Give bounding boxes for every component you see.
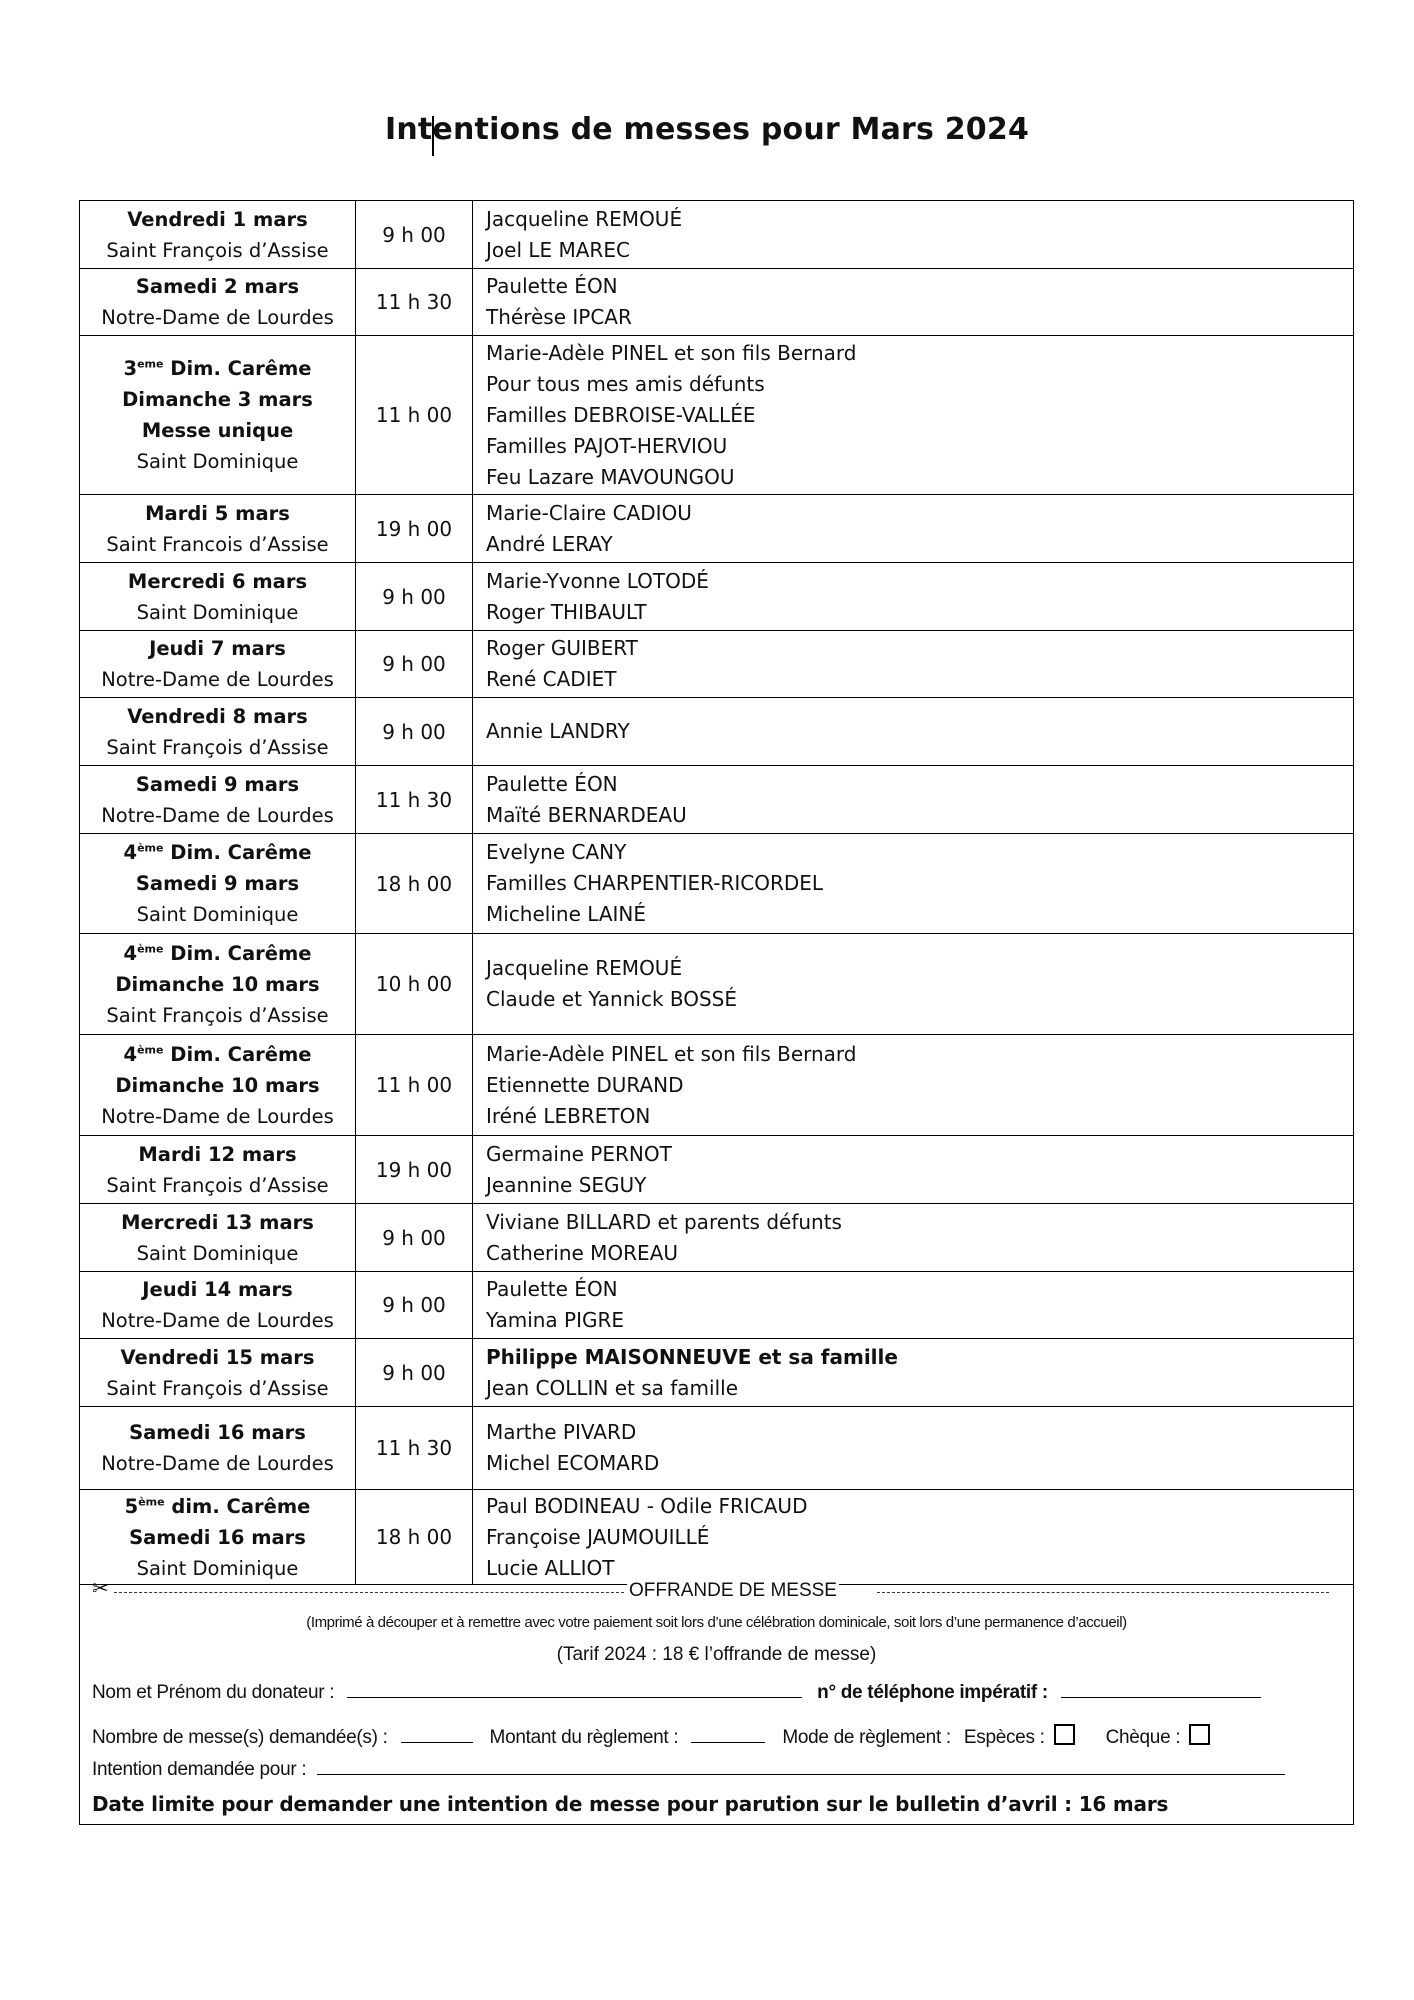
intention-name: Familles PAJOT-HERVIOU: [486, 433, 728, 458]
mass-date: Mardi 5 mars: [145, 501, 290, 525]
mass-intentions: [473, 934, 1354, 1035]
mass-row: [80, 631, 1354, 698]
mass-intentions: [473, 1204, 1354, 1272]
intention-name: Joel LE MAREC: [486, 237, 630, 262]
offering-instructions: (Imprimé à découper et à remettre avec votre paiement soit lors d’une célébration dominicale, soit lors d’une permanence d’accueil): [306, 1614, 1127, 1631]
mass-date: [80, 837, 355, 868]
mass-intentions: [473, 1339, 1354, 1407]
mass-row: [80, 336, 1354, 495]
mass-intentions: [473, 1272, 1354, 1339]
mass-row: [80, 698, 1354, 766]
intention-name: Iréné LEBRETON: [486, 1103, 651, 1128]
mass-date: Dimanche 3 mars: [122, 388, 313, 411]
mass-date-place: [80, 1339, 356, 1407]
mass-row: [80, 834, 1354, 934]
mass-date: Mercredi 6 mars: [127, 569, 308, 593]
scissors-icon: ✂: [92, 1578, 109, 1600]
mass-row: [80, 934, 1354, 1035]
liturgical-label: Dim. Carême: [163, 1042, 312, 1066]
mass-row: [80, 1407, 1354, 1490]
mass-church: Saint Dominique: [136, 903, 299, 926]
mass-time: 9 h 00: [356, 1272, 473, 1339]
ordinal-suffix: ème: [138, 1495, 165, 1508]
intention-name: Claude et Yannick BOSSÉ: [486, 987, 738, 1011]
mass-date: Vendredi 1 mars: [127, 207, 308, 231]
donor-label: Nom et Prénom du donateur :: [92, 1682, 335, 1703]
intention-name: Pour tous mes amis défunts: [486, 371, 765, 396]
mass-row: [80, 1272, 1354, 1339]
mass-row: [80, 563, 1354, 631]
intention-name: Roger GUIBERT: [486, 636, 638, 660]
mass-time: 9 h 00: [356, 1339, 473, 1407]
mass-date: Samedi 9 mars: [135, 772, 300, 796]
intention-name: Maïté BERNARDEAU: [486, 802, 687, 827]
mass-date: Vendredi 8 mars: [127, 704, 308, 728]
intention-name: Thérèse IPCAR: [486, 305, 632, 329]
mass-date-place: [80, 1204, 356, 1272]
mass-date: Vendredi 15 mars: [120, 1345, 315, 1369]
phone-field[interactable]: [1061, 1681, 1261, 1698]
mass-time: 11 h 30: [356, 766, 473, 834]
intention-name: Viviane BILLARD et parents défunts: [486, 1209, 842, 1234]
mass-row: [80, 766, 1354, 834]
mass-date: [80, 1491, 355, 1522]
cut-line: [92, 1580, 1332, 1604]
ordinal-suffix: ème: [137, 942, 164, 955]
mass-time: 11 h 00: [356, 336, 473, 495]
intention-name: Jacqueline REMOUÉ: [486, 956, 683, 980]
mass-intentions: [473, 495, 1354, 563]
mass-time: 19 h 00: [356, 495, 473, 563]
intention-name: Roger THIBAULT: [486, 599, 647, 624]
mass-time: 19 h 00: [356, 1136, 473, 1204]
intention-name: Paulette ÉON: [486, 274, 618, 298]
intention-name: Evelyne CANY: [486, 840, 627, 864]
intention-name: Micheline LAINÉ: [486, 902, 647, 926]
donor-field[interactable]: [347, 1681, 802, 1698]
mass-row: [80, 495, 1354, 563]
mass-time: 9 h 00: [356, 563, 473, 631]
mass-time: 11 h 30: [356, 269, 473, 336]
ordinal-suffix: eme: [137, 357, 164, 371]
mass-date-place: [80, 766, 356, 834]
deadline-notice: Date limite pour demander une intention de messe pour parution sur le bulletin d’avril : 16 mars: [92, 1792, 1169, 1816]
intention-name: Marie-Adèle PINEL et son fils Bernard: [486, 340, 857, 365]
mass-church: Notre-Dame de Lourdes: [101, 1104, 334, 1128]
donor-row: [92, 1681, 1261, 1704]
mass-church: Notre-Dame de Lourdes: [101, 1309, 334, 1332]
mass-intentions: [473, 631, 1354, 698]
mass-row: [80, 1136, 1354, 1204]
mass-time: 10 h 00: [356, 934, 473, 1035]
intention-name: Germaine PERNOT: [486, 1141, 672, 1166]
intention-name: Marie-Adèle PINEL et son fils Bernard: [486, 1041, 857, 1066]
liturgical-label: Dim. Carême: [163, 841, 312, 864]
mass-time: 9 h 00: [356, 631, 473, 698]
mass-date-place: [80, 201, 356, 269]
mass-intentions: [473, 336, 1354, 495]
intention-name: Annie LANDRY: [486, 719, 630, 743]
intention-name: Françoise JAUMOUILLÉ: [486, 1524, 710, 1549]
intention-name: Marie-Claire CADIOU: [486, 500, 692, 525]
liturgical-label: dim. Carême: [164, 1494, 311, 1518]
intention-name: Philippe MAISONNEUVE et sa famille: [486, 1344, 898, 1369]
mass-row: [80, 269, 1354, 336]
mass-date: Mercredi 13 mars: [121, 1210, 314, 1234]
sunday-number: 4: [123, 1042, 138, 1066]
cash-label: Espèces :: [963, 1727, 1045, 1748]
mass-date-place: [80, 1490, 356, 1585]
intention-name: Michel ECOMARD: [486, 1451, 660, 1475]
intention-name: Paulette ÉON: [486, 771, 618, 796]
mass-date-place: [80, 1136, 356, 1204]
mass-church: Notre-Dame de Lourdes: [101, 1452, 334, 1475]
intention-name: Etiennette DURAND: [486, 1072, 684, 1097]
check-label: Chèque :: [1105, 1727, 1181, 1748]
mass-time: 9 h 00: [356, 698, 473, 766]
mass-time: 9 h 00: [356, 1204, 473, 1272]
mass-intentions: [473, 269, 1354, 336]
mass-row: [80, 1490, 1354, 1585]
mass-date-place: [80, 698, 356, 766]
check-checkbox[interactable]: [1189, 1724, 1210, 1745]
intention-name: Paulette ÉON: [486, 1277, 618, 1301]
mass-church: Saint Dominique: [136, 1241, 299, 1265]
mass-time: 9 h 00: [356, 201, 473, 269]
amount-label: Montant du règlement :: [489, 1727, 679, 1748]
mode-label: Mode de règlement :: [782, 1727, 951, 1748]
intention-name: Paul BODINEAU - Odile FRICAUD: [486, 1493, 808, 1518]
mass-church: Notre-Dame de Lourdes: [101, 306, 334, 329]
amount-field[interactable]: [691, 1726, 765, 1743]
mass-intentions: [473, 1407, 1354, 1490]
mass-intentions: [473, 1035, 1354, 1136]
offering-coupon: [79, 1578, 1354, 1825]
intention-row: [92, 1758, 1285, 1781]
liturgical-label: Dim. Carême: [163, 941, 312, 965]
mass-date: Samedi 16 mars: [129, 1525, 306, 1549]
intention-name: Feu Lazare MAVOUNGOU: [486, 464, 735, 489]
mass-church: Saint François d’Assise: [106, 735, 329, 759]
mass-date: Dimanche 10 mars: [115, 972, 320, 996]
payment-row: [92, 1724, 1210, 1749]
mass-row: [80, 1204, 1354, 1272]
mass-date: Mardi 12 mars: [138, 1142, 297, 1166]
count-label: Nombre de messe(s) demandée(s) :: [92, 1727, 388, 1748]
mass-church: Saint Dominique: [136, 1556, 299, 1580]
mass-date-place: [80, 631, 356, 698]
phone-label: n° de téléphone impératif :: [817, 1682, 1048, 1703]
mass-church: Saint Dominique: [136, 450, 299, 473]
mass-date: [80, 1039, 355, 1070]
mass-church: Saint François d’Assise: [106, 1173, 329, 1197]
liturgical-label: Dim. Carême: [163, 357, 312, 380]
mass-date-place: [80, 1407, 356, 1490]
mass-row: [80, 1035, 1354, 1136]
sunday-number: 4: [123, 841, 138, 864]
mass-intentions: [473, 1490, 1354, 1585]
mass-date: [80, 353, 355, 384]
intention-name: Jean COLLIN et sa famille: [486, 1375, 738, 1400]
intention-name: Marthe PIVARD: [486, 1420, 637, 1444]
sunday-number: 5: [124, 1494, 139, 1518]
page-title: Intentions de messes pour Mars 2024: [384, 112, 1030, 147]
mass-time: 18 h 00: [356, 1490, 473, 1585]
intention-name: Jeannine SEGUY: [486, 1172, 647, 1197]
mass-church: Saint François d’Assise: [106, 1003, 329, 1027]
intention-name: Catherine MOREAU: [486, 1240, 679, 1265]
intention-name: Lucie ALLIOT: [486, 1555, 615, 1580]
ordinal-suffix: ème: [137, 841, 164, 855]
mass-date-place: [80, 934, 356, 1035]
mass-date: Samedi 2 mars: [135, 275, 300, 298]
mass-date: Samedi 16 mars: [129, 1421, 306, 1444]
sunday-number: 4: [123, 941, 138, 965]
mass-intentions: [473, 1136, 1354, 1204]
mass-intentions: [473, 766, 1354, 834]
mass-schedule-table: [79, 200, 1354, 1585]
intention-name: Yamina PIGRE: [486, 1308, 625, 1332]
mass-time: 11 h 00: [356, 1035, 473, 1136]
mass-date: Dimanche 10 mars: [115, 1073, 320, 1097]
mass-row: [80, 201, 1354, 269]
mass-date-place: [80, 269, 356, 336]
mass-date: Jeudi 14 mars: [142, 1278, 293, 1301]
mass-intentions: [473, 834, 1354, 934]
mass-church: Saint François d’Assise: [106, 1376, 329, 1400]
offering-tarif: (Tarif 2024 : 18 € l’offrande de messe): [556, 1644, 877, 1665]
mass-date: [80, 938, 355, 969]
intention-name: Jacqueline REMOUÉ: [486, 206, 683, 231]
mass-church: Saint Francois d’Assise: [106, 532, 329, 556]
offering-title: OFFRANDE DE MESSE: [629, 1580, 837, 1601]
mass-date-place: [80, 495, 356, 563]
mass-church: Notre-Dame de Lourdes: [101, 668, 334, 691]
intention-name: René CADIET: [486, 667, 617, 691]
mass-church: Saint Dominique: [136, 600, 299, 624]
cash-checkbox[interactable]: [1054, 1724, 1075, 1745]
sunday-number: 3: [123, 357, 138, 380]
mass-date: Jeudi 7 mars: [149, 637, 286, 660]
mass-row: [80, 1339, 1354, 1407]
mass-intentions: [473, 201, 1354, 269]
intention-name: Familles CHARPENTIER-RICORDEL: [486, 871, 824, 895]
mass-church: Notre-Dame de Lourdes: [101, 803, 334, 827]
count-field[interactable]: [401, 1726, 473, 1743]
mass-time: 11 h 30: [356, 1407, 473, 1490]
mass-intentions: [473, 698, 1354, 766]
intention-field[interactable]: [317, 1758, 1285, 1775]
intention-label: Intention demandée pour :: [92, 1759, 307, 1780]
mass-time: 18 h 00: [356, 834, 473, 934]
mass-intentions: [473, 563, 1354, 631]
intention-name: Marie-Yvonne LOTODÉ: [486, 568, 709, 593]
intention-name: André LERAY: [486, 531, 613, 556]
ordinal-suffix: ème: [137, 1043, 164, 1056]
mass-date-place: [80, 1272, 356, 1339]
mass-church: Saint François d’Assise: [106, 238, 329, 262]
mass-date-place: [80, 336, 356, 495]
mass-date: Messe unique: [141, 419, 294, 442]
mass-date: Samedi 9 mars: [135, 872, 300, 895]
mass-date-place: [80, 1035, 356, 1136]
mass-date-place: [80, 563, 356, 631]
intention-name: Familles DEBROISE-VALLÉE: [486, 402, 756, 427]
mass-date-place: [80, 834, 356, 934]
